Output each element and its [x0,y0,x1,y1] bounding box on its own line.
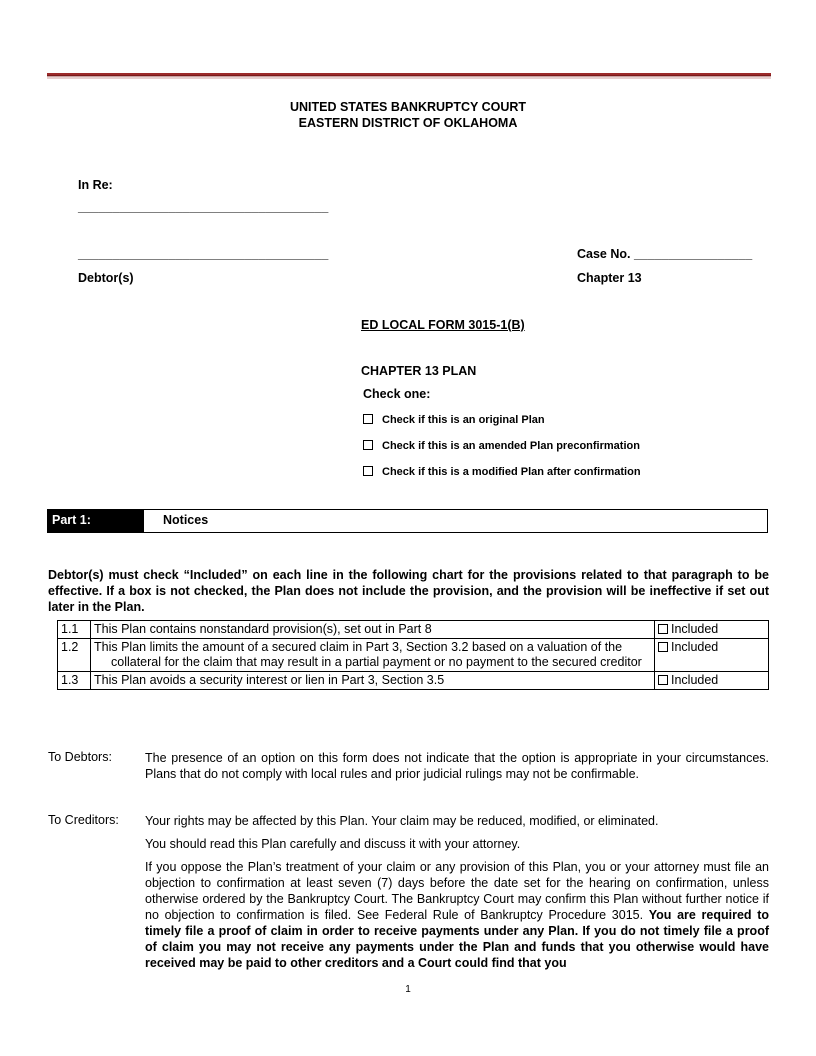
row-text: This Plan contains nonstandard provision(s), set out in Part 8 [91,621,655,639]
form-id: ED LOCAL FORM 3015-1(B) [361,318,525,332]
to-debtors-label: To Debtors: [48,750,112,764]
court-line-1: UNITED STATES BANKRUPTCY COURT [289,100,527,114]
checkbox-icon[interactable] [363,440,373,450]
court-line-2: EASTERN DISTRICT OF OKLAHOMA [298,116,518,130]
table-row [58,621,769,639]
included-cell[interactable]: Included [655,639,769,672]
checkbox-icon[interactable] [658,624,668,634]
check-one-label: Check one: [363,387,431,401]
creditors-para-3: If you oppose the Plan’s treatment of your claim or any provision of this Plan, you or your attorney must file an objection to confirmation at least seven (7) days before the date set for the hearing on confirmation, unless otherwise ordered by the Bankruptcy Court. The Bankruptcy Court may confirm this Plan without further notice if no objection to confirmation is filed. See Federal Rule of Bankruptcy Procedure 3015. You are required to timely file a proof of claim in order to receive payments under any Plan. If you do not timely file a proof of claim you may not receive any payments under the Plan and funds that you otherwise would have received may be paid to other creditors and a Court could find that you [145,860,769,970]
part-1-instruction: Debtor(s) must check “Included” on each line in the following chart for the provisions related to that paragraph to be effective. If a box is not checked, the Plan does not include the provision, and the provision will be ineffective if set out later in the Plan. [48,568,769,614]
debtor-label: Debtor(s) [78,271,134,285]
checkbox-icon[interactable] [363,414,373,424]
included-cell[interactable]: Included [655,672,769,690]
to-creditors-label: To Creditors: [48,813,119,827]
header-rule [47,73,771,79]
part-1-label: Part 1: [48,510,144,532]
row-text: This Plan avoids a security interest or lien in Part 3, Section 3.5 [91,672,655,690]
page-number: 1 [405,984,411,995]
table-row [58,672,769,690]
to-debtors-text: The presence of an option on this form does not indicate that the option is appropriate in your circumstances. Plans that do not comply with local rules and prior judicial rulings may not be confirmable. [145,751,769,781]
chapter-label: Chapter 13 [577,271,642,285]
row-number: 1.3 [58,672,91,690]
creditors-para-2: You should read this Plan carefully and discuss it with your attorney. [145,837,521,851]
option-modified-plan[interactable]: Check if this is a modified Plan after confirmation [363,466,641,478]
provisions-table [57,620,769,690]
part-1-title: Notices [163,513,209,527]
included-cell[interactable]: Included [655,621,769,639]
creditors-para-1: Your rights may be affected by this Plan. Your claim may be reduced, modified, or eliminated. [145,814,659,828]
to-creditors-text [145,813,769,971]
option-original-plan[interactable]: Check if this is an original Plan [363,414,545,426]
court-name [0,100,816,130]
debtor-name-line-2[interactable]: ____________________________________ [78,247,329,261]
in-re-label: In Re: [78,178,113,192]
checkbox-icon[interactable] [658,675,668,685]
row-text: This Plan limits the amount of a secured claim in Part 3, Section 3.2 based on a valuation of the collateral for the claim that may result in a partial payment or no payment to the secured creditor [91,639,655,672]
plan-title: CHAPTER 13 PLAN [361,364,477,378]
debtor-name-line-1[interactable]: ____________________________________ [78,200,329,214]
row-number: 1.1 [58,621,91,639]
checkbox-icon[interactable] [658,642,668,652]
table-row [58,639,769,672]
case-number-field[interactable]: Case No. _________________ [577,247,753,261]
option-amended-plan[interactable]: Check if this is an amended Plan preconfirmation [363,440,640,452]
part-1-header [47,509,768,533]
row-number: 1.2 [58,639,91,672]
checkbox-icon[interactable] [363,466,373,476]
